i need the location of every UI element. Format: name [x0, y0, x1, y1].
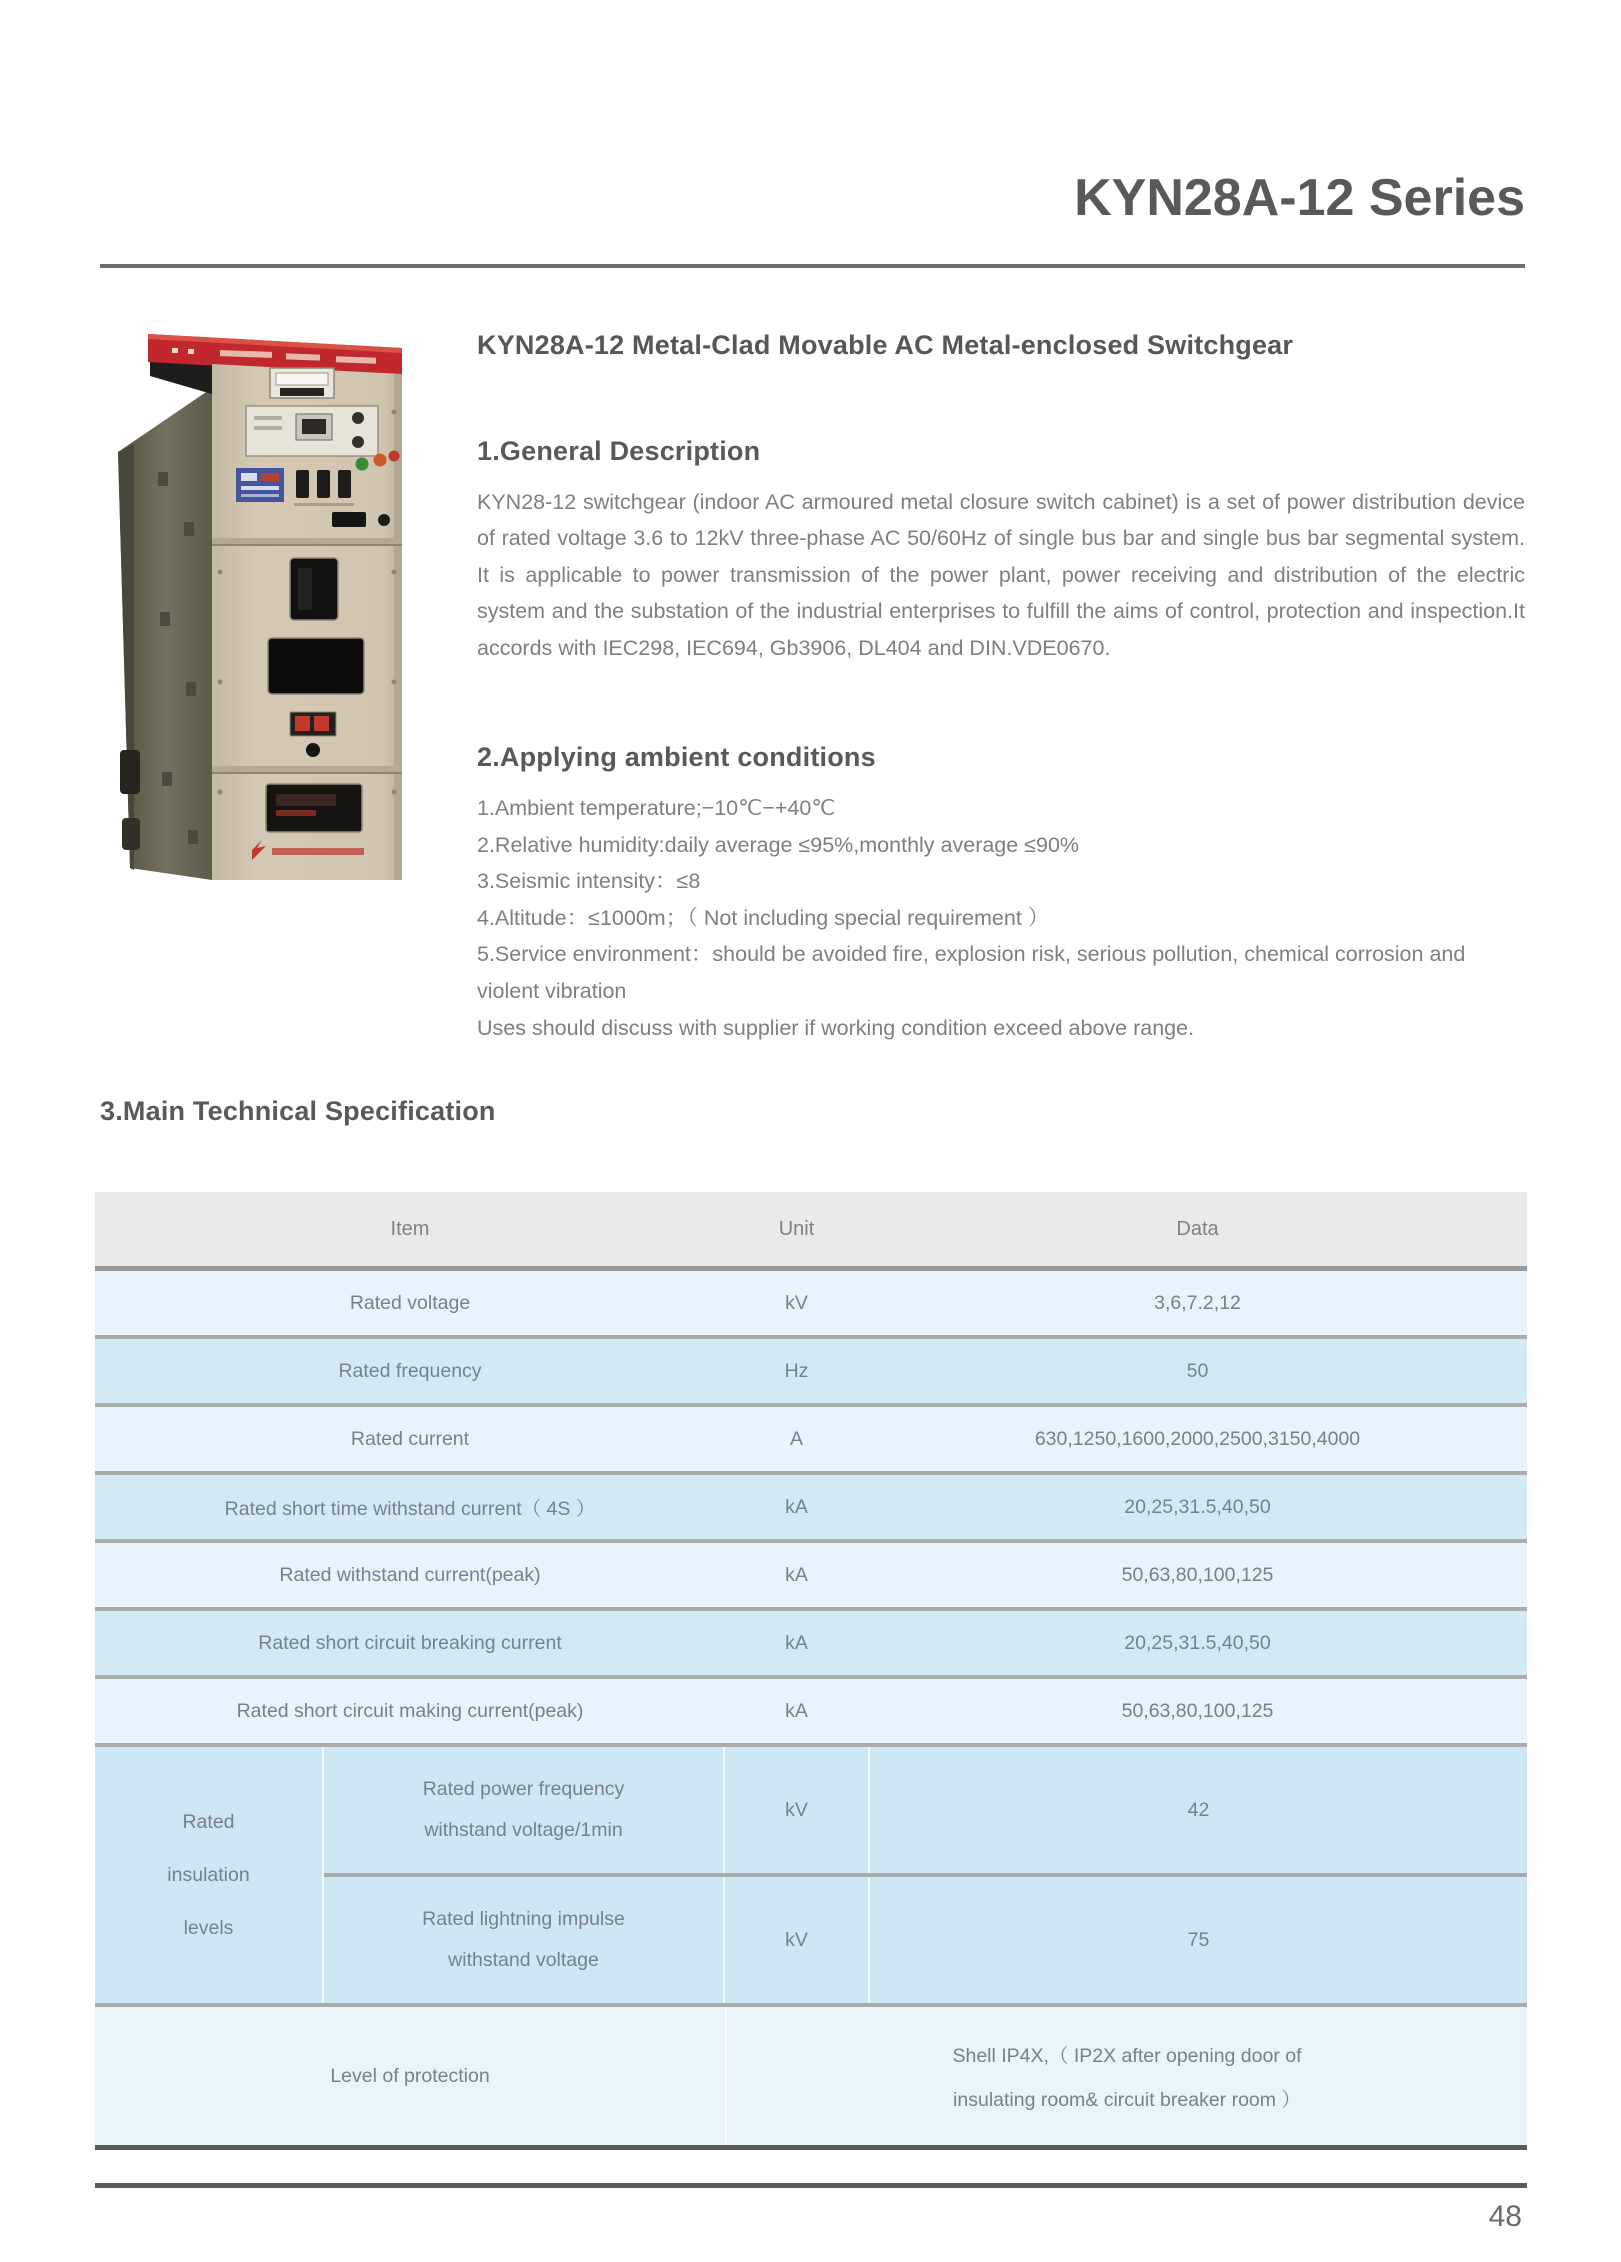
- list-item: 4.Altitude：≤1000m；（ Not including special requirement ）: [477, 905, 1050, 930]
- cell-data: 50,63,80,100,125: [1121, 1699, 1274, 1722]
- cell-unit: kV: [725, 1747, 870, 1873]
- content-column: [477, 322, 1525, 361]
- cell-item: Rated voltage: [349, 1291, 471, 1314]
- cell-unit: kA: [785, 1631, 808, 1654]
- title-rule: [100, 264, 1525, 268]
- cell-data: 3,6,7.2,12: [1154, 1291, 1241, 1314]
- cell-data: 42: [1187, 1798, 1210, 1821]
- table-row: [324, 1877, 1527, 2003]
- list-item: 5.Service environment：should be avoided fire, explosion risk, serious pollution, chemical corrosion and violent vibration: [477, 942, 1466, 1003]
- cell-insulation-item: [95, 1747, 324, 2003]
- page-title: KYN28A-12 Series: [1074, 169, 1525, 227]
- cell-item: Rated withstand current(peak): [279, 1563, 541, 1586]
- table-row: [95, 1475, 1527, 1539]
- table-row: [95, 1407, 1527, 1471]
- ambient-conditions-list: [477, 790, 1529, 1046]
- cell-line: Rated: [182, 1810, 235, 1833]
- cell-item: Rated current: [350, 1427, 470, 1450]
- cell-line: withstand voltage/1min: [424, 1818, 623, 1841]
- list-item: 2.Relative humidity:daily average ≤95%,monthly average ≤90%: [477, 832, 1080, 857]
- section-heading-general: 1.General Description: [477, 436, 761, 466]
- table-row: [95, 1271, 1527, 1335]
- table-row-protection: [95, 2007, 1527, 2145]
- table-row: [95, 1679, 1527, 1743]
- cell-data: 20,25,31.5,40,50: [1124, 1495, 1271, 1518]
- list-item: 1.Ambient temperature;−10℃−+40℃: [477, 796, 836, 820]
- section-heading-ambient: 2.Applying ambient conditions: [477, 742, 876, 772]
- list-item: Uses should discuss with supplier if working condition exceed above range.: [477, 1015, 1195, 1040]
- cell-item: Rated short circuit making current(peak): [236, 1699, 584, 1722]
- switchgear-cabinet-photo: [100, 322, 420, 890]
- table-header-row: [95, 1192, 1527, 1266]
- page-number: 48: [1488, 2200, 1522, 2233]
- cell-line: Rated lightning impulse: [422, 1908, 625, 1931]
- cell-data: 630,1250,1600,2000,2500,3150,4000: [1034, 1427, 1361, 1450]
- general-description-paragraph: KYN28-12 switchgear (indoor AC armoured metal closure switch cabinet) is a set of power distribution device of rated voltage 3.6 to 12kV three-phase AC 50/60Hz of single bus bar and single bus bar segmental system. It is applicable to power transmission of the power plant, power receiving and distribution of the electric system and the substation of the industrial enterprises to fulfill the aims of control, protection and inspection.It accords with IEC298, IEC694, Gb3906, DL404 and DIN.VDE0670.: [477, 490, 1525, 660]
- cell-unit: kA: [785, 1699, 808, 1722]
- cell-sub-item: [324, 1747, 725, 1873]
- cell-item: Rated short circuit breaking current: [258, 1631, 562, 1654]
- cell-item: Level of protection: [95, 2007, 727, 2145]
- column-header-item: Item: [390, 1217, 430, 1240]
- table-row: [95, 1339, 1527, 1403]
- cell-unit: kA: [785, 1563, 808, 1586]
- cell-unit: kA: [785, 1495, 808, 1518]
- cell-line: Rated power frequency: [422, 1778, 625, 1801]
- list-item: 3.Seismic intensity：≤8: [477, 869, 701, 894]
- cell-item: Rated frequency: [338, 1359, 482, 1382]
- cell-data: [727, 2007, 1527, 2145]
- cabinet-front-panel: [212, 364, 402, 880]
- cell-unit: kV: [785, 1291, 808, 1314]
- table-row: [95, 1543, 1527, 1607]
- table-row: [324, 1747, 1527, 1873]
- table-bottom-rule: [95, 2145, 1527, 2150]
- cell-sub-item: [324, 1877, 725, 2003]
- cell-unit: Hz: [784, 1359, 809, 1382]
- cell-data: 75: [1187, 1928, 1210, 1951]
- cell-data: 20,25,31.5,40,50: [1124, 1631, 1271, 1654]
- table-row: [95, 1611, 1527, 1675]
- section-heading-spec: 3.Main Technical Specification: [100, 1096, 496, 1126]
- table-row-insulation-group: [95, 1747, 1527, 2003]
- cell-item: Rated short time withstand current（ 4S ）: [224, 1498, 596, 1520]
- cell-line: levels: [183, 1916, 234, 1939]
- spec-table: [95, 1192, 1527, 2150]
- insulation-sub-rows: [324, 1747, 1527, 2003]
- product-heading: KYN28A-12 Metal-Clad Movable AC Metal-enclosed Switchgear: [477, 330, 1294, 360]
- column-header-data: Data: [1176, 1217, 1219, 1240]
- footer-rule: [95, 2183, 1527, 2188]
- cabinet-side-panel: [118, 388, 212, 880]
- cell-line: Shell IP4X,（ IP2X after opening door of: [952, 2044, 1302, 2067]
- cell-line: insulation: [167, 1863, 250, 1886]
- cell-unit: A: [789, 1427, 803, 1450]
- cell-line: withstand voltage: [448, 1948, 599, 1971]
- column-header-unit: Unit: [778, 1217, 815, 1240]
- cell-line: insulating room& circuit breaker room ）: [953, 2089, 1301, 2112]
- cell-unit: kV: [725, 1877, 870, 2003]
- cell-data: 50: [1186, 1359, 1209, 1382]
- cell-data: 50,63,80,100,125: [1121, 1563, 1274, 1586]
- product-photo: [100, 322, 420, 890]
